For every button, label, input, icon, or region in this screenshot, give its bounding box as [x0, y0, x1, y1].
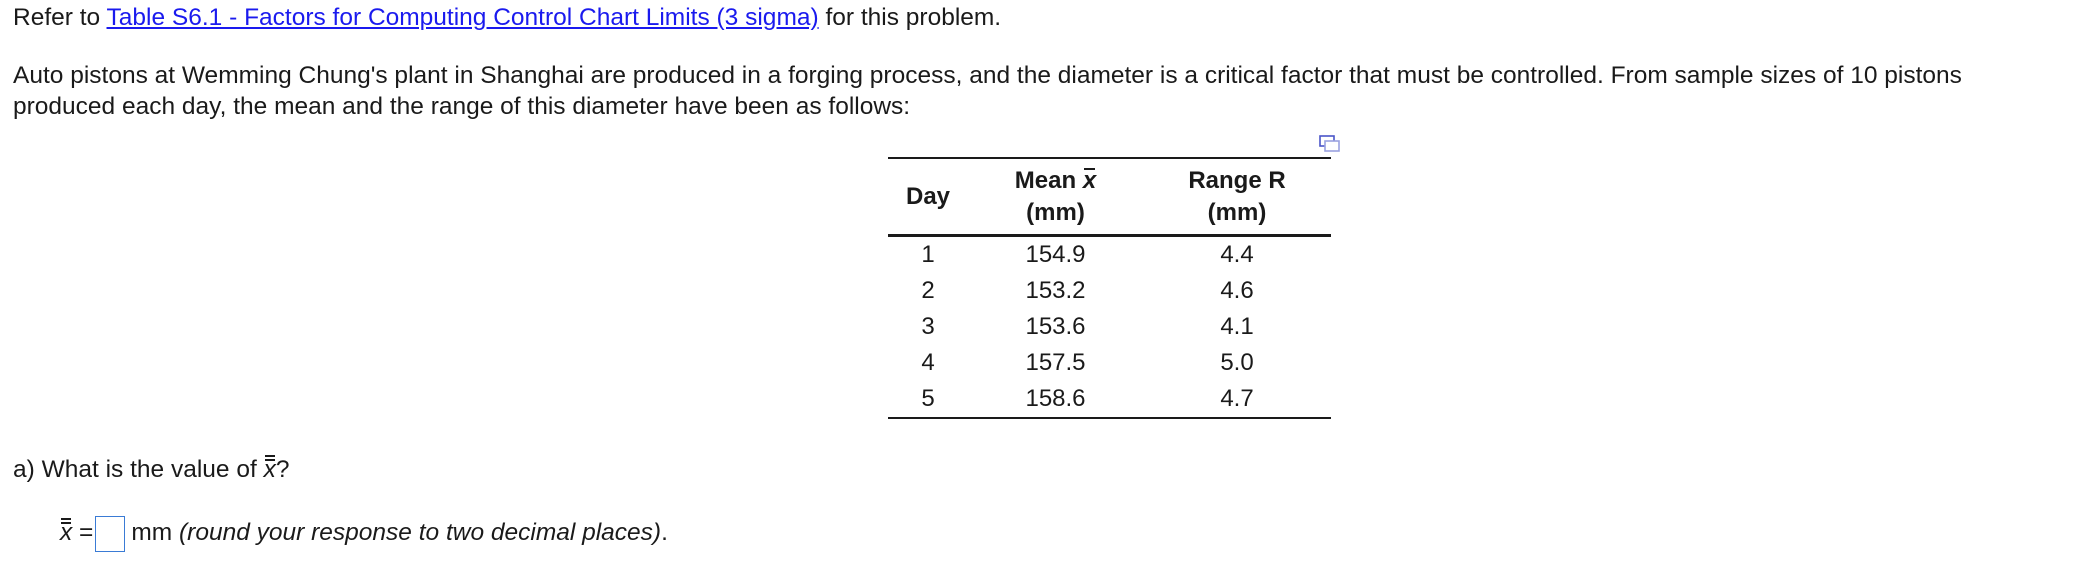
- cell-day: 2: [921, 277, 935, 304]
- header-mean: [968, 158, 1143, 236]
- table-row: [888, 236, 1331, 274]
- data-table: [888, 157, 1331, 419]
- equals-sign: =: [72, 519, 94, 546]
- cell-range: 4.4: [1220, 241, 1254, 268]
- cell-range: 4.7: [1143, 381, 1331, 418]
- cell-range: 4.1: [1220, 313, 1254, 340]
- question-a-end: ?: [275, 456, 290, 483]
- intro-prefix: Refer to: [13, 4, 107, 31]
- x-double-bar-symbol: x: [263, 456, 276, 483]
- answer-hint: (round your response to two decimal places): [179, 519, 662, 546]
- header-range: [1143, 158, 1331, 236]
- question-a-text: a) What is the value of: [13, 456, 264, 483]
- cell-day: 3: [921, 313, 935, 340]
- problem-line-2: produced each day, the mean and the range of this diameter have been as follows:: [13, 93, 911, 120]
- header-mean-word: Mean: [1014, 166, 1077, 194]
- table-row: [888, 345, 1331, 381]
- header-range-word: Range R: [1188, 166, 1286, 194]
- cell-range: 5.0: [1220, 349, 1254, 376]
- table-row: [888, 309, 1331, 345]
- table-row: [888, 381, 1331, 418]
- cell-mean: 157.5: [1025, 349, 1086, 376]
- table-header-row: [888, 158, 1331, 236]
- header-day: Day: [888, 158, 968, 236]
- copy-icon[interactable]: [1319, 133, 1341, 153]
- header-range-unit: (mm): [1207, 198, 1267, 226]
- cell-mean: 153.6: [1025, 313, 1086, 340]
- x-double-bar-symbol: x: [60, 519, 73, 546]
- cell-mean: 153.2: [1025, 277, 1086, 304]
- answer-a-line: [60, 515, 668, 552]
- table-row: [888, 273, 1331, 309]
- question-a: [13, 452, 289, 484]
- problem-line-1: Auto pistons at Wemming Chung's plant in Shanghai are produced in a forging process, and the diameter is a critical factor that must be controlled. From sample sizes of 10 pistons: [13, 62, 1962, 89]
- answer-period: .: [661, 519, 668, 546]
- header-mean-unit: (mm): [1026, 198, 1085, 226]
- cell-day: 5: [888, 381, 968, 418]
- answer-unit: mm: [131, 519, 173, 546]
- intro-suffix: for this problem.: [818, 4, 1002, 31]
- cell-day: 1: [921, 241, 935, 268]
- x-bar-symbol: x: [1082, 166, 1097, 194]
- answer-input[interactable]: [95, 516, 125, 552]
- table-s6-1-link[interactable]: Table S6.1 - Factors for Computing Control Chart Limits (3 sigma): [106, 4, 819, 31]
- cell-mean: 154.9: [1025, 241, 1086, 268]
- cell-range: 4.6: [1220, 277, 1254, 304]
- intro-line: [13, 4, 1001, 32]
- data-table-container: [888, 157, 1331, 419]
- cell-day: 4: [921, 349, 935, 376]
- cell-mean: 158.6: [968, 381, 1143, 418]
